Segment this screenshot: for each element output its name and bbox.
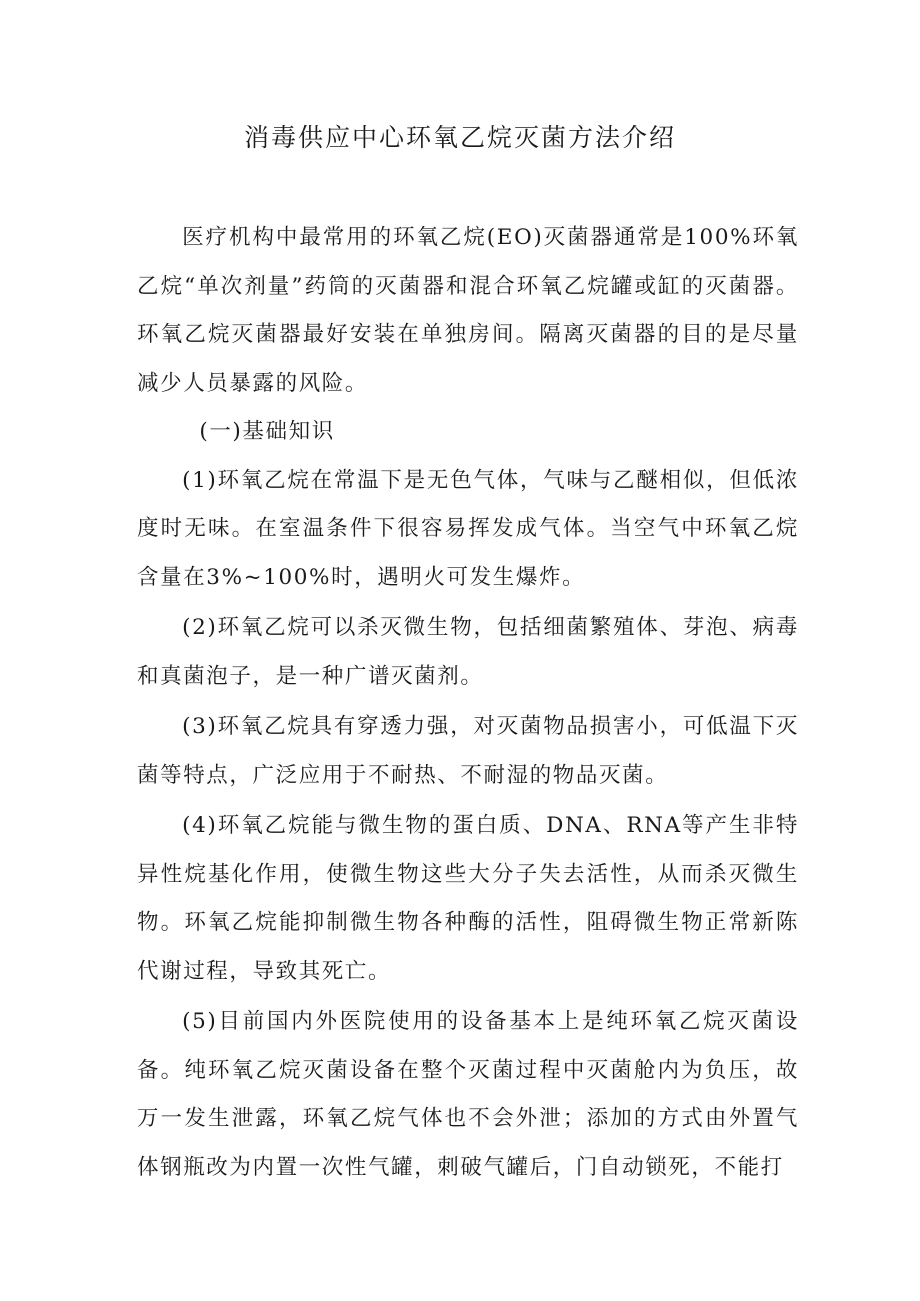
document-body	[137, 214, 799, 1192]
document-title: 消毒供应中心环氧乙烷灭菌方法介绍	[243, 123, 676, 152]
paragraph-item-1: (1)环氧乙烷在常温下是无色气体，气味与乙醚相似，但低浓度时无味。在室温条件下很容易挥发成气体。当空气中环氧乙烷含量在3%~100%时，遇明火可发生爆炸。	[137, 467, 799, 590]
paragraph-item-3: (3)环氧乙烷具有穿透力强，对灭菌物品损害小，可低温下灭菌等特点，广泛应用于不耐热、不耐湿的物品灭菌。	[137, 714, 799, 788]
section-heading-basics: (一)基础知识	[199, 419, 335, 444]
paragraph-item-4: (4)环氧乙烷能与微生物的蛋白质、DNA、RNA等产生非特异性烷基化作用，使微生物这些大分子失去活性，从而杀灭微生物。环氧乙烷能抑制微生物各种酶的活性，阻碍微生物正常新陈代谢过程，导致其死亡。	[137, 813, 799, 984]
paragraph-item-2: (2)环氧乙烷可以杀灭微生物，包括细菌繁殖体、芽泡、病毒和真菌泡子，是一种广谱灭菌剂。	[137, 615, 799, 689]
intro-paragraph: 医疗机构中最常用的环氧乙烷(EO)灭菌器通常是100%环氧乙烷“单次剂量”药筒的灭菌器和混合环氧乙烷罐或缸的灭菌器。环氧乙烷灭菌器最好安装在单独房间。隔离灭菌器的目的是尽量减少人员暴露的风险。	[137, 225, 799, 396]
paragraph-item-5: (5)目前国内外医院使用的设备基本上是纯环氧乙烷灭菌设备。纯环氧乙烷灭菌设备在整个灭菌过程中灭菌舱内为负压，故万一发生泄露，环氧乙烷气体也不会外泄；添加的方式由外置气体钢瓶改为内置一次性气罐，刺破气罐后，门自动锁死，不能打	[137, 1009, 799, 1180]
